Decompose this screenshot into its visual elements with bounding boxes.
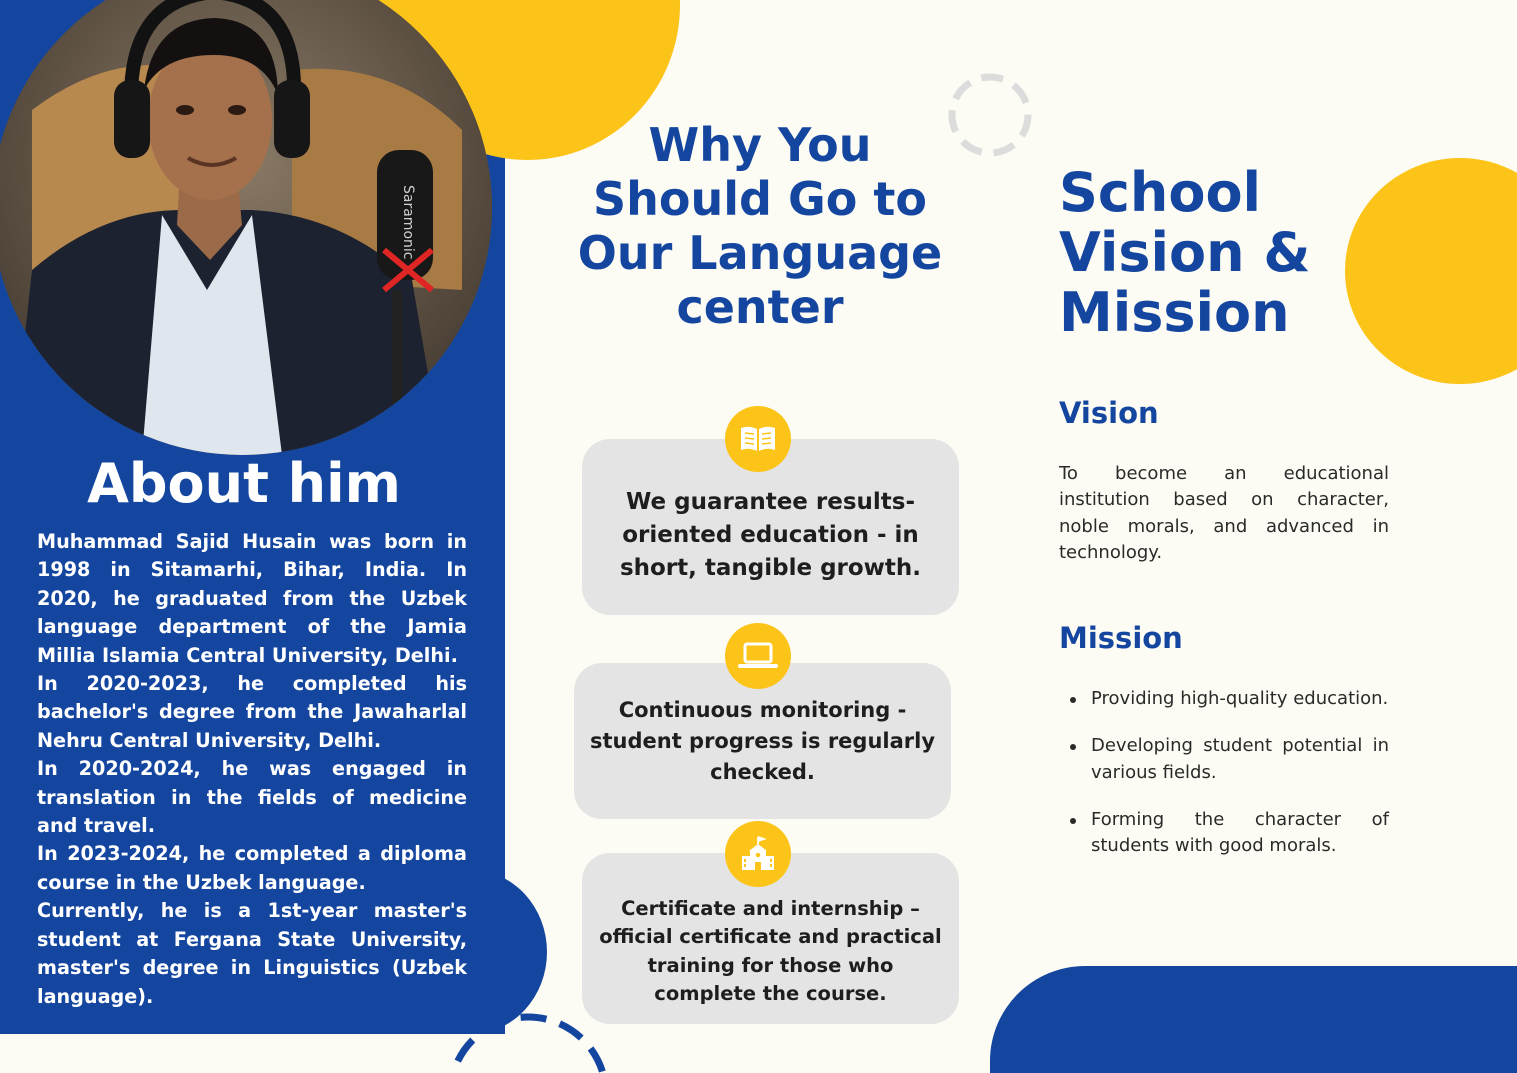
- school-title-line: School: [1059, 161, 1262, 224]
- why-title-line: Our Language: [577, 226, 943, 280]
- blue-corner-shape: [990, 966, 1517, 1073]
- why-title-line: Why You: [648, 118, 872, 172]
- mission-list: [1059, 686, 1389, 880]
- vision-heading: Vision: [1059, 396, 1159, 430]
- about-paragraph: In 2020-2024, he was engaged in translation in the fields of medicine and travel.: [37, 757, 467, 838]
- about-title: About him: [87, 452, 401, 515]
- open-book-icon: [725, 406, 791, 472]
- vision-text: To become an educational institution based on character, noble morals, and advanced in technology.: [1059, 463, 1389, 563]
- laptop-icon: [725, 623, 791, 689]
- why-title-line: center: [676, 280, 844, 334]
- benefit-card-text: Continuous monitoring - student progress is regularly checked.: [589, 697, 936, 784]
- about-paragraph: In 2020-2023, he completed his bachelor's degree from the Jawaharlal Nehru Central University, Delhi.: [37, 672, 467, 752]
- why-title-line: Should Go to: [593, 172, 927, 226]
- about-paragraph: Currently, he is a 1st-year master's student at Fergana State University, master's degree in Linguistics (Uzbek language).: [37, 899, 467, 1008]
- benefit-card-text: Certificate and internship – official certificate and practical training for those who complete the course.: [599, 896, 942, 1005]
- why-title: [560, 118, 960, 334]
- school-title-line: Mission: [1059, 281, 1290, 344]
- benefit-card-text: We guarantee results-oriented education - in short, tangible growth.: [619, 488, 922, 581]
- mission-item: Forming the character of students with good morals.: [1059, 807, 1389, 860]
- yellow-circle-right: [1345, 158, 1517, 384]
- mission-item: Providing high-quality education.: [1059, 686, 1389, 712]
- about-paragraph: Muhammad Sajid Husain was born in 1998 in Sitamarhi, Bihar, India. In 2020, he graduated from the Uzbek language department of the Jamia Millia Islamia Central University, Delhi.: [37, 530, 467, 667]
- school-title-line: Vision &: [1059, 221, 1311, 284]
- mission-heading: Mission: [1059, 621, 1183, 655]
- about-paragraph: In 2023-2024, he completed a diploma course in the Uzbek language.: [37, 842, 467, 894]
- school-title: [1059, 163, 1359, 343]
- school-building-icon: [725, 821, 791, 887]
- mission-item: Developing student potential in various fields.: [1059, 733, 1389, 786]
- mic-brand-label: Saramonic: [400, 185, 416, 260]
- dashed-ring-blue: [440, 1010, 615, 1073]
- about-body: [37, 528, 467, 1011]
